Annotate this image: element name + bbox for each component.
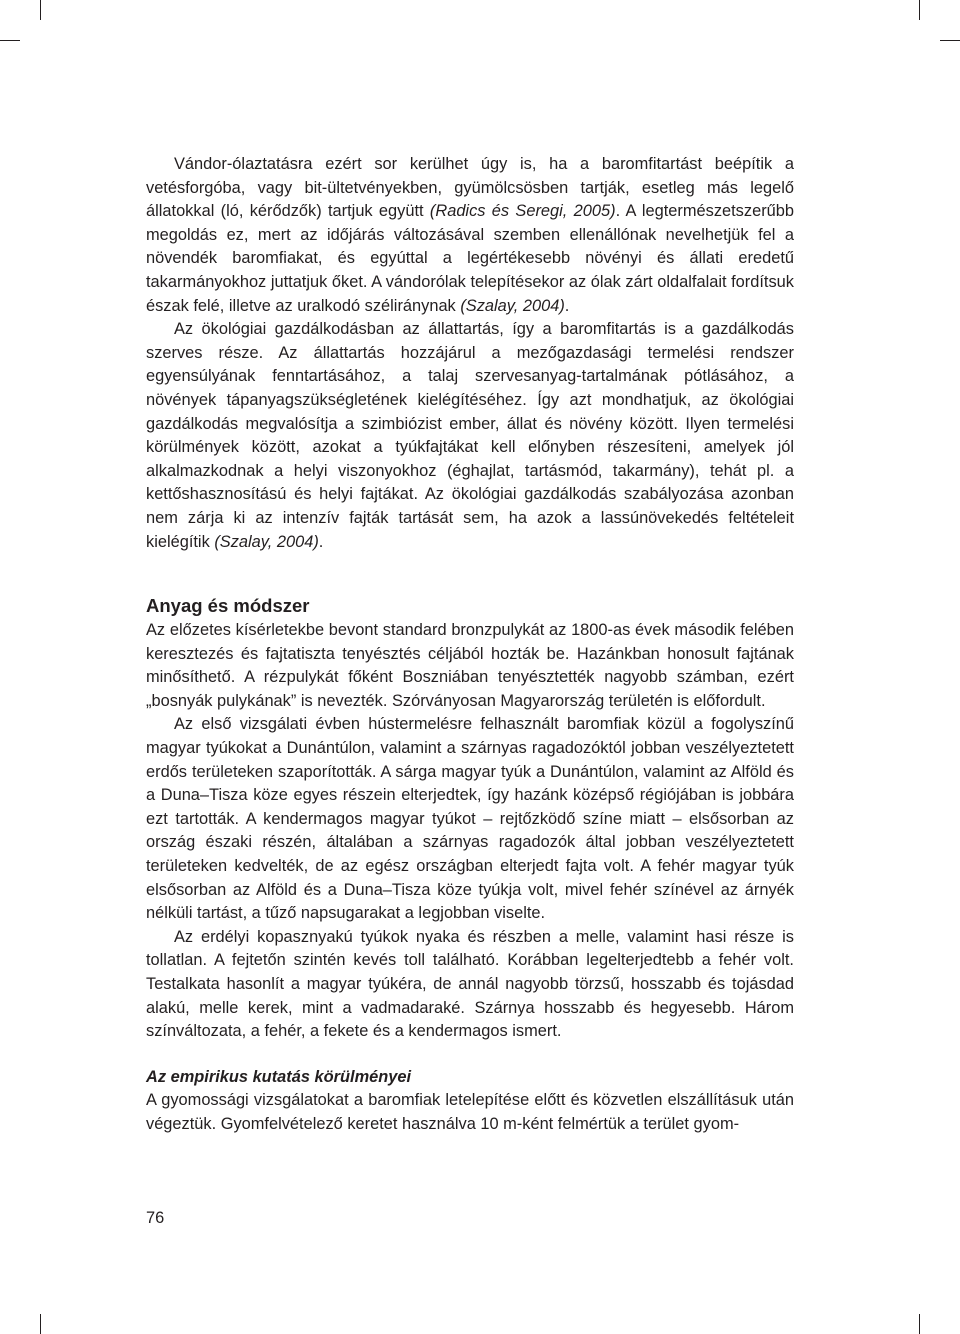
text-run: . [564,296,570,315]
methods-section [146,619,794,1044]
subsection-heading: Az empirikus kutatás körülményei [146,1067,412,1086]
page-number: 76 [146,1209,165,1227]
crop-mark-top-left-horizontal [0,40,20,41]
page-body [146,153,794,1137]
methods-paragraph-2: Az első vizsgálati évben hústermelésre felhasznált baromfiak közül a fogolyszínű magyar tyúkokat a Dunántúlon, valamint a szárnyas ragadozóktól jobban veszélyeztetett erdős területeken szaporították. A sárga magyar tyúk a Dunántúlon, valamint az Alföld és a Duna–Tisza köze egyes részein elterjedtek, így hazánk középső régiójában is jobbára ezt tartották. A kendermagos magyar tyúkot – rejtőzködő színe miatt – elsősorban az ország északi részén, általában a szárnyas ragadozók által jobban veszélyeztetett területeken kedvelték, de az egész országban elterjedt fajta volt. A fehér magyar tyúk elsősorban az Alföld és a Duna–Tisza köze tyúkja volt, mivel fehér színével az árnyék nélküli tartást, a tűző napsugarakat a legjobban viselte. [146,715,794,923]
text-run: Az ökológiai gazdálkodásban az állattartás, így a baromfitartás is a gazdálkodás szerves része. Az állattartás hozzájárul a mezőgazdasági termelési rendszer egyensúlyának fenntartásához, a talaj szervesanyag-tartalmának pótlásához, a növények tápanyagszükségletének kielégítéséhez. Így azt mondhatjuk, az ökológiai gazdálkodás megvalósítja a szimbiózist ember, állat és növény között. Ilyen termelési körülmények között, azokat a tyúkfajtákat kell előnyben részesíteni, amelyek jól alkalmazkodnak a helyi viszonyokhoz (éghajlat, tartásmód, takarmány), tehát pl. a kettőshasznosítású és helyi fajtákat. Az ökológiai gazdálkodás szabályozása azonban nem zárja ki az intenzív fajták tartását sem, ha azok a lassúnövekedés feltételeit kielégítik [146,320,794,551]
crop-mark-bottom-left-vertical [40,1314,41,1334]
text-run: . A legtermészetszerűbb megoldás ez, mert az időjárás változásával szemben ellenállónak nevelhetjük fel a növendék baromfiakat, és egyúttal a legértékesebb növényi és állati eredetű takarmányokhoz juttatjuk őket. A vándorólak telepítésekor az ólak zárt oldalfalait fordítsuk észak felé, illetve az uralkodó széliránynak [146,202,794,315]
methods-paragraph-1: Az előzetes kísérletekbe bevont standard bronzpulykát az 1800-as évek második felében keresztezés és fajtatiszta tenyésztés céljából hozták be. Hazánkban honosult fajtának minősíthető. A rézpulykát főként Boszniában tenyésztették nagyobb számban, ezért „bosnyák pulykának” is nevezték. Szórványosan Magyarország területén is előfordult. [146,621,794,710]
intro-paragraph-2 [146,318,794,554]
crop-mark-top-right-vertical [919,0,920,20]
crop-mark-top-right-horizontal [940,40,960,41]
citation: (Radics és Seregi, 2005) [429,202,616,221]
crop-mark-bottom-right-vertical [919,1314,920,1334]
empirical-paragraph: A gyomossági vizsgálatokat a baromfiak letelepítése előtt és közvetlen elszállításuk után végeztük. Gyomfelvételező keretet használva 10 m-ként felmértük a terület gyom- [146,1091,794,1133]
intro-paragraph-1 [146,153,794,318]
section-heading: Anyag és módszer [146,595,310,617]
text-run: . [318,532,324,551]
methods-paragraph-3: Az erdélyi kopasznyakú tyúkok nyaka és részben a melle, valamint hasi része is tollatlan. A fejtetőn szintén kevés toll található. Korábban legelterjedtebb a fehér volt. Testalkata hasonlít a magyar tyúkéra, de annál nagyobb törzsű, hosszabb és tojásdad alakú, melle kerek, mint a vadmadaraké. Szárnya hosszabb és hegyesebb. Három színváltozata, a fehér, a fekete és a kendermagos ismert. [146,927,794,1041]
citation: (Szalay, 2004) [214,532,319,551]
intro-section [146,153,794,554]
citation: (Szalay, 2004) [460,296,565,315]
crop-mark-top-left-vertical [40,0,41,20]
text-run: Vándor-ólaztatásra ezért sor kerülhet úgy is, ha a baromfitartást beépítik a vetésforgóba, vagy bit-ültetvényekben, gyümölcsösben tartják, esetleg más legelő állatokkal (ló, kérődzők) tartjuk együtt [146,155,794,221]
